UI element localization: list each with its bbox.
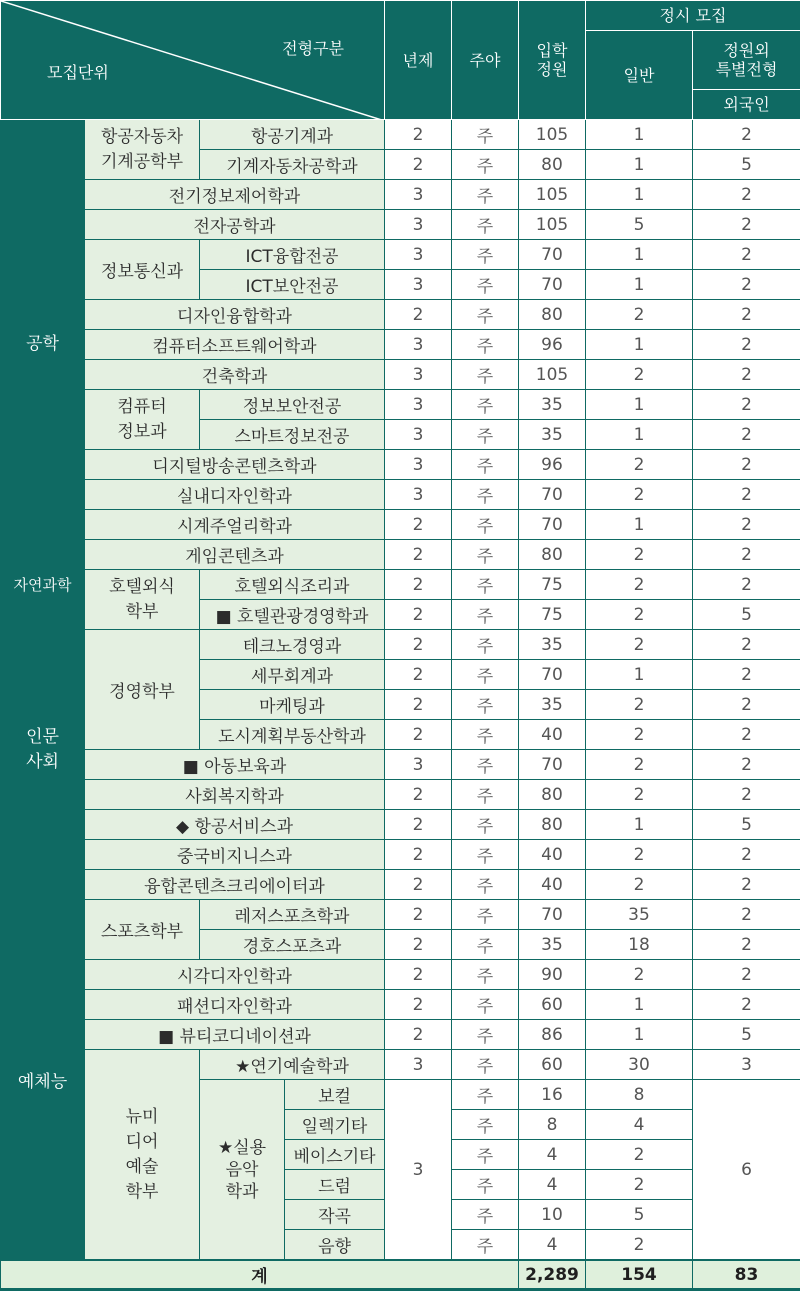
- table-row: [1, 570, 800, 600]
- years-cell: 2: [385, 870, 452, 900]
- table-row: [1, 780, 800, 810]
- years-cell: 3: [385, 480, 452, 510]
- foreign-cell: 2: [693, 390, 800, 420]
- general-cell: 4: [586, 1110, 693, 1140]
- years-cell: 2: [385, 600, 452, 630]
- dept-label: 게임콘텐츠과: [85, 540, 385, 570]
- quota-cell: 16: [519, 1080, 586, 1110]
- years-cell: 3: [385, 360, 452, 390]
- foreign-cell: 2: [693, 540, 800, 570]
- general-cell: 1: [586, 120, 693, 150]
- years-cell: 2: [385, 840, 452, 870]
- years-cell: 3: [385, 450, 452, 480]
- table-row: [1, 960, 800, 990]
- quota-cell: 40: [519, 870, 586, 900]
- general-cell: 2: [586, 780, 693, 810]
- general-cell: 1: [586, 270, 693, 300]
- day-night-cell: 주: [452, 870, 519, 900]
- years-cell: 2: [385, 660, 452, 690]
- dept-label: ■ 호텔관광경영학과: [200, 600, 385, 630]
- quota-cell: 35: [519, 630, 586, 660]
- quota-cell: 70: [519, 510, 586, 540]
- years-cell: 2: [385, 120, 452, 150]
- quota-cell: 75: [519, 600, 586, 630]
- general-cell: 2: [586, 840, 693, 870]
- quota-cell: 35: [519, 420, 586, 450]
- years-cell: 3: [385, 420, 452, 450]
- years-cell: 3: [385, 1050, 452, 1080]
- day-night-cell: 주: [452, 480, 519, 510]
- table-row: [1, 1050, 800, 1080]
- quota-cell: 80: [519, 780, 586, 810]
- table-row: [1, 900, 800, 930]
- dept-label: ★연기예술학과: [200, 1050, 385, 1080]
- foreign-cell: 2: [693, 450, 800, 480]
- day-night-cell: 주: [452, 570, 519, 600]
- years-cell: 3: [385, 750, 452, 780]
- general-cell: 1: [586, 660, 693, 690]
- foreign-cell: 2: [693, 870, 800, 900]
- foreign-cell: 5: [693, 1020, 800, 1050]
- foreign-cell: 2: [693, 210, 800, 240]
- dept-label: ■ 뷰티코디네이션과: [85, 1020, 385, 1050]
- quota-cell: 70: [519, 240, 586, 270]
- foreign-cell: 2: [693, 270, 800, 300]
- dept-label: 도시계획부동산학과: [200, 720, 385, 750]
- foreign-cell: 2: [693, 480, 800, 510]
- foreign-cell: 2: [693, 900, 800, 930]
- regular-recruitment-header: 정시 모집: [586, 1, 800, 31]
- table-row: [1, 390, 800, 420]
- dept-label: 드럼: [285, 1170, 385, 1200]
- dept-label: 전기정보제어학과: [85, 180, 385, 210]
- day-night-cell: 주: [452, 1140, 519, 1170]
- quota-cell: 80: [519, 150, 586, 180]
- dept-label: ■ 아동보육과: [85, 750, 385, 780]
- years-cell: 3: [385, 210, 452, 240]
- table-row: [1, 120, 800, 150]
- dept-label: 항공기계과: [200, 120, 385, 150]
- subunit-label: ★실용 음악 학과: [200, 1080, 285, 1261]
- day-night-cell: 주: [452, 1170, 519, 1200]
- dept-label: 중국비지니스과: [85, 840, 385, 870]
- day-night-cell: 주: [452, 210, 519, 240]
- total-quota: 2,289: [519, 1260, 586, 1290]
- day-night-header: 주야: [452, 1, 519, 120]
- quota-cell: 70: [519, 480, 586, 510]
- unit-label: 뉴미 디어 예술 학부: [85, 1050, 200, 1261]
- table-row: [1, 870, 800, 900]
- table-row: [1, 240, 800, 270]
- unit-label: 호텔외식 학부: [85, 570, 200, 630]
- general-cell: 2: [586, 600, 693, 630]
- dept-label: 경호스포츠과: [200, 930, 385, 960]
- general-cell: 2: [586, 300, 693, 330]
- general-cell: 2: [586, 870, 693, 900]
- total-general: 154: [586, 1260, 693, 1290]
- years-cell: 2: [385, 510, 452, 540]
- table-row: [1, 360, 800, 390]
- foreign-cell: 3: [693, 1050, 800, 1080]
- dept-label: 레저스포츠학과: [200, 900, 385, 930]
- unit-label: 항공자동차 기계공학부: [85, 120, 200, 180]
- foreign-header: 외국인: [693, 90, 800, 120]
- quota-cell: 35: [519, 390, 586, 420]
- quota-cell: 90: [519, 960, 586, 990]
- quota-cell: 96: [519, 330, 586, 360]
- quota-cell: 105: [519, 360, 586, 390]
- years-cell: 2: [385, 960, 452, 990]
- day-night-cell: 주: [452, 300, 519, 330]
- table-row: [1, 810, 800, 840]
- dept-label: 컴퓨터소프트웨어학과: [85, 330, 385, 360]
- day-night-cell: 주: [452, 1200, 519, 1230]
- general-cell: 2: [586, 570, 693, 600]
- foreign-cell: 2: [693, 720, 800, 750]
- dept-label: 시각디자인학과: [85, 960, 385, 990]
- general-cell: 1: [586, 180, 693, 210]
- general-header: 일반: [586, 31, 693, 120]
- years-header: 년제: [385, 1, 452, 120]
- foreign-cell: 2: [693, 360, 800, 390]
- dept-label: 융합콘텐츠크리에이터과: [85, 870, 385, 900]
- group-engineering: 공학: [1, 120, 85, 570]
- total-row: [1, 1260, 800, 1290]
- general-cell: 1: [586, 330, 693, 360]
- years-cell: 3: [385, 1080, 452, 1261]
- years-cell: 2: [385, 900, 452, 930]
- day-night-cell: 주: [452, 840, 519, 870]
- day-night-cell: 주: [452, 1020, 519, 1050]
- corner-top-label: 전형구분: [282, 39, 344, 58]
- general-cell: 1: [586, 810, 693, 840]
- foreign-cell: 2: [693, 570, 800, 600]
- general-cell: 1: [586, 390, 693, 420]
- quota-cell: 86: [519, 1020, 586, 1050]
- unit-label: 정보통신과: [85, 240, 200, 300]
- general-cell: 1: [586, 990, 693, 1020]
- day-night-cell: 주: [452, 360, 519, 390]
- dept-label: 세무회계과: [200, 660, 385, 690]
- general-cell: 18: [586, 930, 693, 960]
- foreign-cell: 2: [693, 780, 800, 810]
- table-row: [1, 540, 800, 570]
- total-foreign: 83: [693, 1260, 800, 1290]
- corner-bottom-label: 모집단위: [47, 63, 109, 82]
- years-cell: 2: [385, 720, 452, 750]
- dept-label: 일렉기타: [285, 1110, 385, 1140]
- dept-label: 건축학과: [85, 360, 385, 390]
- dept-label: 실내디자인학과: [85, 480, 385, 510]
- years-cell: 2: [385, 990, 452, 1020]
- foreign-cell: 5: [693, 600, 800, 630]
- quota-cell: 70: [519, 660, 586, 690]
- foreign-cell: 2: [693, 630, 800, 660]
- quota-cell: 35: [519, 930, 586, 960]
- day-night-cell: 주: [452, 750, 519, 780]
- foreign-cell: 2: [693, 330, 800, 360]
- table-row: [1, 750, 800, 780]
- dept-label: 테크노경영과: [200, 630, 385, 660]
- table-row: [1, 510, 800, 540]
- day-night-cell: 주: [452, 780, 519, 810]
- table-row: [1, 990, 800, 1020]
- quota-cell: 80: [519, 810, 586, 840]
- years-cell: 2: [385, 1020, 452, 1050]
- years-cell: 3: [385, 390, 452, 420]
- day-night-cell: 주: [452, 270, 519, 300]
- group-natural-science: 자연과학: [1, 570, 85, 600]
- years-cell: 3: [385, 240, 452, 270]
- table-row: [1, 1020, 800, 1050]
- general-cell: 1: [586, 240, 693, 270]
- foreign-cell: 2: [693, 750, 800, 780]
- day-night-cell: 주: [452, 690, 519, 720]
- quota-cell: 4: [519, 1140, 586, 1170]
- special-header: 정원외 특별전형: [693, 31, 800, 90]
- quota-cell: 40: [519, 840, 586, 870]
- day-night-cell: 주: [452, 240, 519, 270]
- total-label: 계: [1, 1260, 519, 1290]
- quota-cell: 80: [519, 540, 586, 570]
- dept-label: ◆ 항공서비스과: [85, 810, 385, 840]
- table-row: [1, 450, 800, 480]
- years-cell: 3: [385, 180, 452, 210]
- dept-label: 시계주얼리학과: [85, 510, 385, 540]
- years-cell: 2: [385, 780, 452, 810]
- years-cell: 2: [385, 930, 452, 960]
- general-cell: 1: [586, 510, 693, 540]
- general-cell: 2: [586, 450, 693, 480]
- dept-label: 작곡: [285, 1200, 385, 1230]
- unit-label: 스포츠학부: [85, 900, 200, 960]
- general-cell: 1: [586, 1020, 693, 1050]
- day-night-cell: 주: [452, 630, 519, 660]
- table-row: [1, 180, 800, 210]
- dept-label: 전자공학과: [85, 210, 385, 240]
- dept-label: 호텔외식조리과: [200, 570, 385, 600]
- unit-label: 컴퓨터 정보과: [85, 390, 200, 450]
- quota-cell: 4: [519, 1230, 586, 1261]
- quota-cell: 75: [519, 570, 586, 600]
- dept-label: 사회복지학과: [85, 780, 385, 810]
- foreign-cell: 2: [693, 300, 800, 330]
- quota-cell: 60: [519, 1050, 586, 1080]
- general-cell: 2: [586, 690, 693, 720]
- general-cell: 2: [586, 630, 693, 660]
- years-cell: 3: [385, 270, 452, 300]
- dept-label: ICT보안전공: [200, 270, 385, 300]
- foreign-cell: 2: [693, 960, 800, 990]
- day-night-cell: 주: [452, 930, 519, 960]
- foreign-cell: 5: [693, 150, 800, 180]
- general-cell: 1: [586, 420, 693, 450]
- general-cell: 2: [586, 750, 693, 780]
- quota-cell: 70: [519, 900, 586, 930]
- table-row: [1, 300, 800, 330]
- day-night-cell: 주: [452, 600, 519, 630]
- day-night-cell: 주: [452, 990, 519, 1020]
- dept-label: 보컬: [285, 1080, 385, 1110]
- quota-cell: 40: [519, 720, 586, 750]
- day-night-cell: 주: [452, 1080, 519, 1110]
- dept-label: 디자인융합학과: [85, 300, 385, 330]
- quota-cell: 105: [519, 120, 586, 150]
- unit-label: 경영학부: [85, 630, 200, 750]
- quota-cell: 35: [519, 690, 586, 720]
- day-night-cell: 주: [452, 660, 519, 690]
- years-cell: 2: [385, 150, 452, 180]
- general-cell: 2: [586, 360, 693, 390]
- dept-label: 음향: [285, 1230, 385, 1261]
- dept-label: 스마트정보전공: [200, 420, 385, 450]
- foreign-cell: 2: [693, 840, 800, 870]
- dept-label: 베이스기타: [285, 1140, 385, 1170]
- years-cell: 2: [385, 630, 452, 660]
- dept-label: 디지털방송콘텐츠학과: [85, 450, 385, 480]
- general-cell: 2: [586, 720, 693, 750]
- day-night-cell: 주: [452, 390, 519, 420]
- dept-label: 정보보안전공: [200, 390, 385, 420]
- quota-cell: 80: [519, 300, 586, 330]
- general-cell: 1: [586, 150, 693, 180]
- table-row: [1, 840, 800, 870]
- table-row: [1, 330, 800, 360]
- quota-cell: 70: [519, 750, 586, 780]
- quota-cell: 4: [519, 1170, 586, 1200]
- foreign-cell: 2: [693, 180, 800, 210]
- quota-cell: 105: [519, 180, 586, 210]
- table-row: [1, 210, 800, 240]
- foreign-cell: 6: [693, 1080, 800, 1261]
- foreign-cell: 2: [693, 990, 800, 1020]
- general-cell: 2: [586, 480, 693, 510]
- general-cell: 8: [586, 1080, 693, 1110]
- day-night-cell: 주: [452, 720, 519, 750]
- day-night-cell: 주: [452, 1230, 519, 1261]
- day-night-cell: 주: [452, 1050, 519, 1080]
- general-cell: 2: [586, 1140, 693, 1170]
- general-cell: 2: [586, 540, 693, 570]
- table-row: [1, 480, 800, 510]
- quota-cell: 60: [519, 990, 586, 1020]
- quota-cell: 70: [519, 270, 586, 300]
- foreign-cell: 2: [693, 120, 800, 150]
- quota-cell: 8: [519, 1110, 586, 1140]
- dept-label: 마케팅과: [200, 690, 385, 720]
- dept-label: ICT융합전공: [200, 240, 385, 270]
- day-night-cell: 주: [452, 150, 519, 180]
- general-cell: 30: [586, 1050, 693, 1080]
- quota-cell: 10: [519, 1200, 586, 1230]
- foreign-cell: 2: [693, 510, 800, 540]
- general-cell: 35: [586, 900, 693, 930]
- day-night-cell: 주: [452, 420, 519, 450]
- general-cell: 2: [586, 1170, 693, 1200]
- day-night-cell: 주: [452, 330, 519, 360]
- years-cell: 2: [385, 300, 452, 330]
- group-arts-sports: 예체능: [1, 900, 85, 1261]
- years-cell: 2: [385, 690, 452, 720]
- diagonal-line: [1, 1, 385, 120]
- quota-cell: 105: [519, 210, 586, 240]
- day-night-cell: 주: [452, 1110, 519, 1140]
- general-cell: 5: [586, 210, 693, 240]
- foreign-cell: 2: [693, 690, 800, 720]
- quota-cell: 96: [519, 450, 586, 480]
- years-cell: 2: [385, 540, 452, 570]
- years-cell: 2: [385, 810, 452, 840]
- day-night-cell: 주: [452, 510, 519, 540]
- day-night-cell: 주: [452, 900, 519, 930]
- day-night-cell: 주: [452, 180, 519, 210]
- group-humanities: 인문 사회: [1, 600, 85, 900]
- general-cell: 2: [586, 1230, 693, 1261]
- day-night-cell: 주: [452, 960, 519, 990]
- years-cell: 3: [385, 330, 452, 360]
- foreign-cell: 2: [693, 930, 800, 960]
- day-night-cell: 주: [452, 450, 519, 480]
- day-night-cell: 주: [452, 540, 519, 570]
- dept-label: 기계자동차공학과: [200, 150, 385, 180]
- table-row: [1, 630, 800, 660]
- foreign-cell: 2: [693, 660, 800, 690]
- foreign-cell: 2: [693, 420, 800, 450]
- day-night-cell: 주: [452, 810, 519, 840]
- foreign-cell: 2: [693, 240, 800, 270]
- foreign-cell: 5: [693, 810, 800, 840]
- corner-header: [1, 1, 385, 120]
- dept-label: 패션디자인학과: [85, 990, 385, 1020]
- years-cell: 2: [385, 570, 452, 600]
- general-cell: 5: [586, 1200, 693, 1230]
- general-cell: 2: [586, 960, 693, 990]
- quota-header: 입학 정원: [519, 1, 586, 120]
- day-night-cell: 주: [452, 120, 519, 150]
